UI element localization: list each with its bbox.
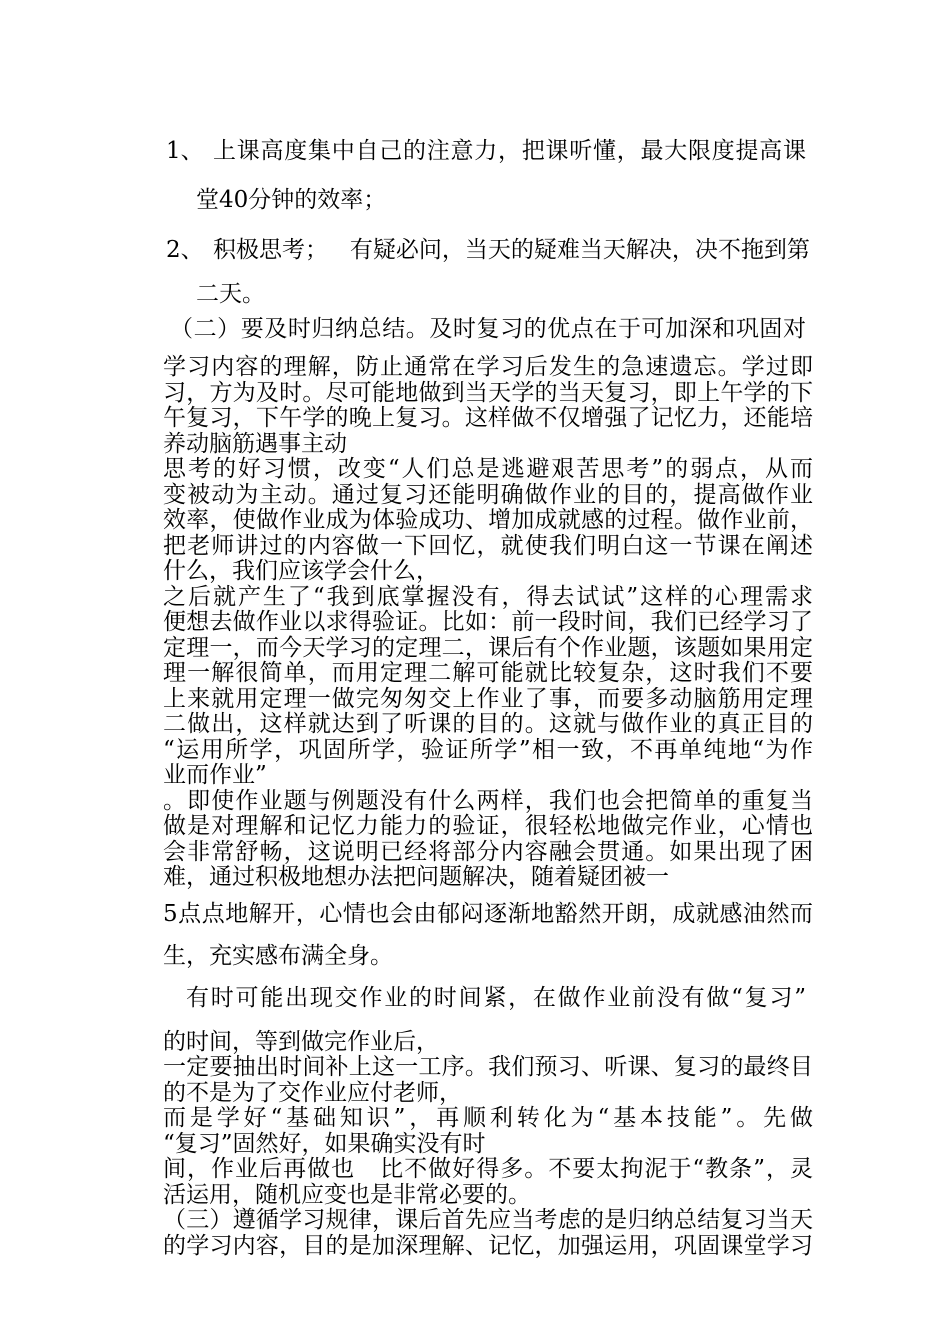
text-line: 学习内容的理解，防止通常在学习后发生的急速遗忘。学过即 xyxy=(163,354,813,380)
text-line: 做是对理解和记忆力能力的验证，很轻松地做完作业，心情也 xyxy=(163,813,813,839)
text-line: 活运用，随机应变也是非常必要的。 xyxy=(163,1182,531,1208)
list-item-2-line-2: 二天。 xyxy=(196,281,265,307)
text-line: 而是学好“基础知识”，再顺利转化为“基本技能”。先做 xyxy=(163,1105,813,1131)
list-item-2-line-1: 积极思考； 有疑必问，当天的疑难当天解决，决不拖到第 xyxy=(213,237,810,263)
text-line: 习，方为及时。尽可能地做到当天学的当天复习，即上午学的下 xyxy=(163,380,813,406)
text-line: 一定要抽出时间补上这一工序。我们预习、听课、复习的最终目 xyxy=(163,1054,813,1080)
text-line: 变被动为主动。通过复习还能明确做作业的目的，提高做作业 xyxy=(163,482,813,508)
text-line: （二）要及时归纳总结。及时复习的优点在于可加深和巩固对 xyxy=(170,316,806,342)
text-line: 会非常舒畅，这说明已经将部分内容融会贯通。如果出现了困 xyxy=(163,839,813,865)
text-line: 思考的好习惯，改变“人们总是逃避艰苦思考”的弱点，从而 xyxy=(163,456,813,482)
text-line: 生，充实感布满全身。 xyxy=(163,943,393,969)
text-line: 二做出，这样就达到了听课的目的。这就与做作业的真正目的 xyxy=(163,711,813,737)
text-line: 间，作业后再做也 比不做好得多。不要太拘泥于“教条”，灵 xyxy=(163,1156,813,1182)
text-line: 午复习，下午学的晚上复习。这样做不仅增强了记忆力，还能培 xyxy=(163,405,813,431)
text-line: 上来就用定理一做完匆匆交上作业了事，而要多动脑筋用定理 xyxy=(163,686,813,712)
list-item-1-number: 1、 xyxy=(166,138,204,164)
text-line: 定理一，而今天学习的定理二，课后有个作业题，该题如果用定 xyxy=(163,635,813,661)
text-line: 难，通过积极地想办法把问题解决，随着疑团被一 xyxy=(163,864,669,890)
list-item-2-number: 2、 xyxy=(166,237,204,263)
text-line: 效率，使做作业成为体验成功、增加成就感的过程。做作业前， xyxy=(163,507,813,533)
text-line: 便想去做作业以求得验证。比如：前一段时间，我们已经学习了 xyxy=(163,609,813,635)
text-line: （三）遵循学习规律，课后首先应当考虑的是归纳总结复习当天 xyxy=(163,1207,813,1233)
text-line: 的学习内容，目的是加深理解、记忆，加强运用，巩固课堂学习 xyxy=(163,1233,813,1259)
text-line: 理一解很简单，而用定理二解可能就比较复杂，这时我们不要 xyxy=(163,660,813,686)
text-line: 把老师讲过的内容做一下回忆，就使我们明白这一节课在阐述 xyxy=(163,533,813,559)
text-line: 之后就产生了“我到底掌握没有，得去试试”这样的心理需求 xyxy=(163,584,813,610)
text-line: 养动脑筋遇事主动 xyxy=(163,431,347,457)
text-line: “复习”固然好，如果确实没有时 xyxy=(163,1131,486,1157)
list-item-1-line-1: 上课高度集中自己的注意力，把课听懂，最大限度提高课 xyxy=(213,138,806,164)
text-line: 。即使作业题与例题没有什么两样，我们也会把简单的重复当 xyxy=(163,788,813,814)
text-line: 业而作业” xyxy=(163,762,267,788)
list-item-1-line-2: 堂40分钟的效率； xyxy=(196,187,387,213)
text-line: 5点点地解开，心情也会由郁闷逐渐地豁然开朗，成就感油然而 xyxy=(163,901,813,927)
text-line: 什么，我们应该学会什么， xyxy=(163,558,439,584)
text-line: “运用所学，巩固所学，验证所学”相一致，不再单纯地“为作 xyxy=(163,737,813,763)
text-line: 的时间，等到做完作业后， xyxy=(163,1029,439,1055)
text-line: 的不是为了交作业应付老师， xyxy=(163,1080,462,1106)
text-line: 有时可能出现交作业的时间紧，在做作业前没有做“复习” xyxy=(186,985,806,1011)
